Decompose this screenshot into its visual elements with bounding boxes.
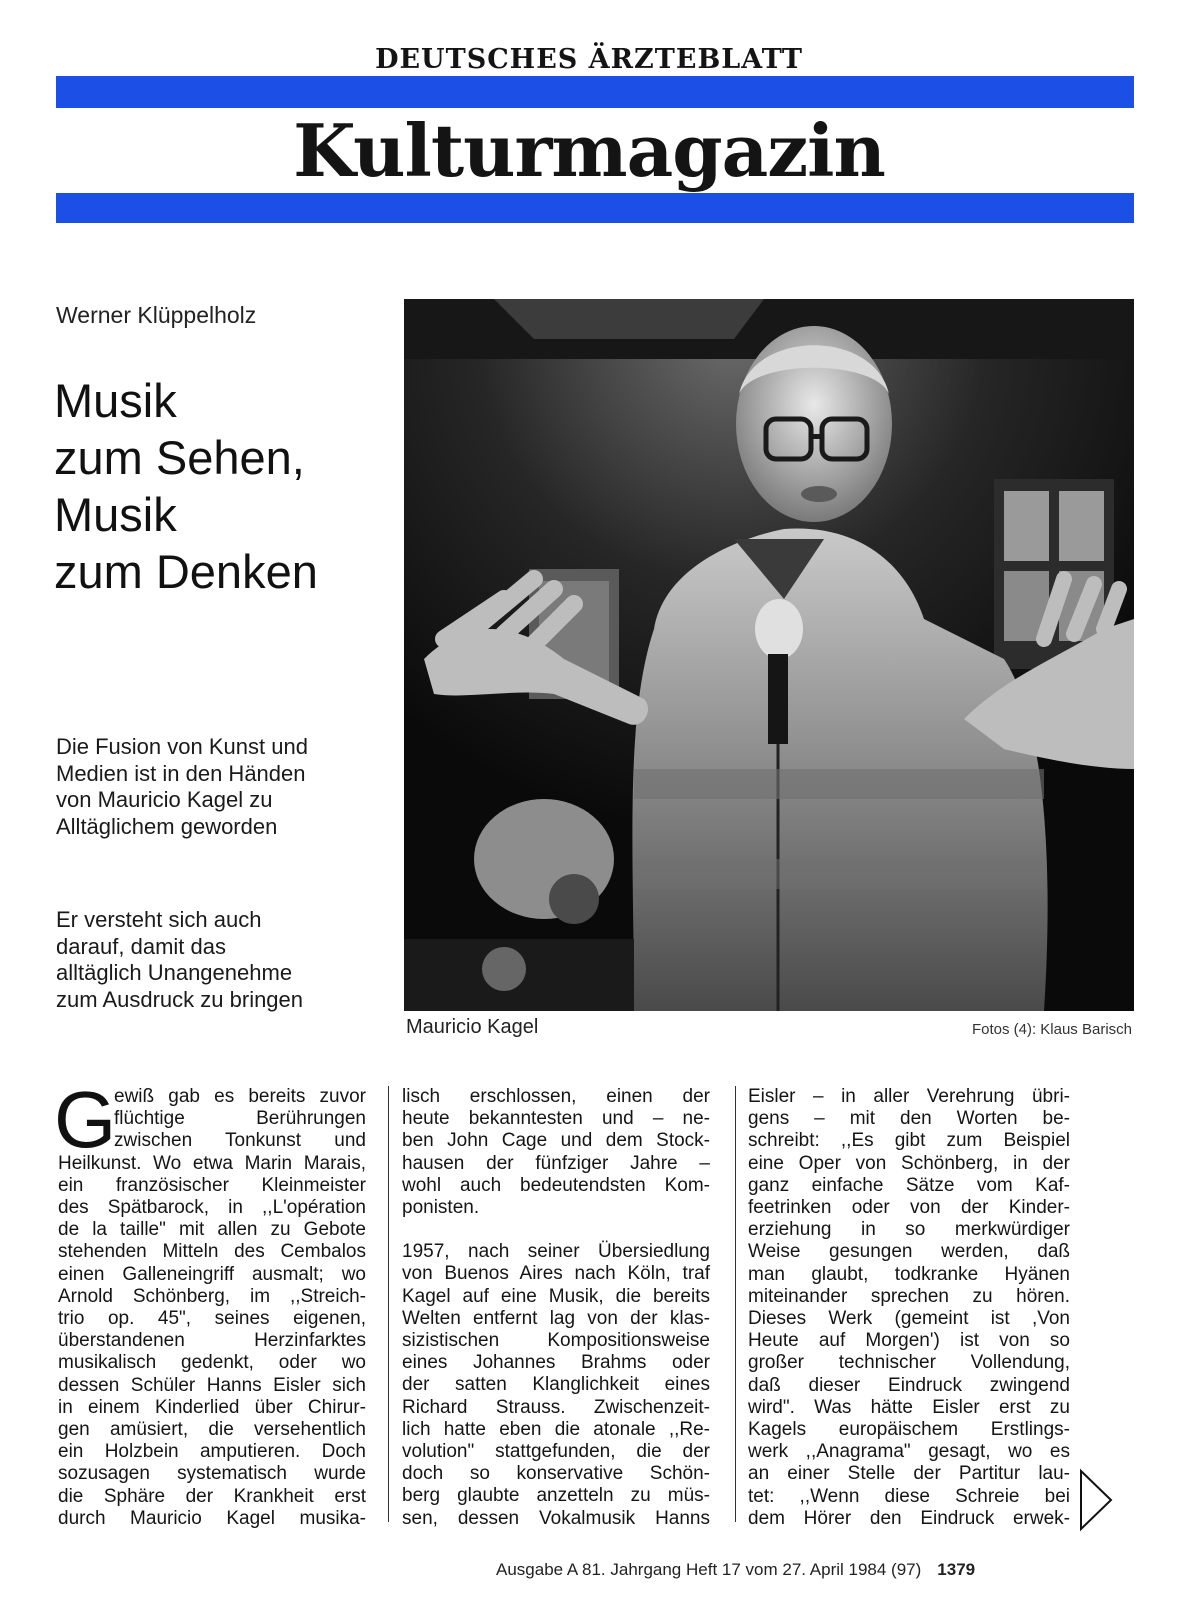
paragraph-gap — [402, 1219, 710, 1241]
body-line: Kagels europäischem Erstlings- — [748, 1419, 1070, 1441]
body-line: volution" stattgefunden, die der — [402, 1441, 710, 1463]
body-line: Dieses Werk (gemeint ist ,Von — [748, 1308, 1070, 1330]
body-line: dem Hörer den Eindruck erwek- — [748, 1507, 1070, 1529]
body-line: Eisler – in aller Verehrung übri- — [748, 1086, 1070, 1107]
body-line: ponisten. — [402, 1197, 480, 1219]
column-rule — [735, 1086, 736, 1522]
body-line: an einer Stelle der Partitur lau- — [748, 1463, 1070, 1485]
column-rule — [388, 1086, 389, 1522]
body-line: ein Holzbein amputieren. Doch — [58, 1441, 366, 1463]
body-line: großer technischer Vollendung, — [748, 1352, 1070, 1374]
photo-caption: Mauricio Kagel — [406, 1016, 539, 1038]
body-line: ewiß gab es bereits zuvor — [114, 1086, 366, 1107]
body-line: hausen der fünfziger Jahre – — [402, 1152, 710, 1174]
body-line: einen Galleneingriff ausmalt; wo — [58, 1263, 366, 1285]
body-line: daß dieser Eindruck zwingend — [748, 1374, 1070, 1396]
body-line: berg glaubte anzetteln zu müs- — [402, 1485, 710, 1507]
body-line: ganz einfache Sätze vom Kaf- — [748, 1174, 1070, 1196]
body-line: wird". Was hätte Eisler erst zu — [748, 1396, 1070, 1418]
lead-line: Die Fusion von Kunst und — [56, 734, 308, 759]
headline-line: zum Sehen, — [54, 431, 305, 484]
text-column-2 — [402, 1086, 710, 1530]
masthead: DEUTSCHES ÄRZTEBLATT — [375, 44, 803, 75]
page-number: 1379 — [937, 1560, 976, 1579]
body-line: ein französischer Kleinmeister — [58, 1174, 366, 1196]
body-line: des Spätbarock, in ,,L'opération — [58, 1197, 366, 1219]
lead-line: zum Ausdruck zu bringen — [56, 986, 304, 1012]
body-line: in einem Kinderlied über Chirur- — [58, 1396, 366, 1418]
lead-line: darauf, damit das — [56, 933, 226, 959]
body-line: stehenden Mitteln des Cembalos — [58, 1241, 366, 1263]
headline-line: Musik — [54, 488, 177, 541]
body-line: Richard Strauss. Zwischenzeit- — [402, 1396, 710, 1418]
body-line: eines Johannes Brahms oder — [402, 1352, 710, 1374]
body-line: 1957, nach seiner Übersiedlung — [402, 1241, 710, 1263]
body-line: überstandenen Herzinfarktes — [58, 1330, 366, 1352]
body-line: Welten entfernt lag von der klas- — [402, 1307, 710, 1329]
body-line: tet: ,,Wenn diese Schreie bei — [748, 1485, 1070, 1507]
body-line: feetrinken oder von der Kinder- — [748, 1197, 1070, 1219]
issue-info: Ausgabe A 81. Jahrgang Heft 17 vom 27. April 1984 (97) — [496, 1560, 922, 1579]
body-line: Kagel auf eine Musik, die bereits — [402, 1285, 710, 1307]
headline-line: zum Denken — [54, 545, 318, 598]
headline — [54, 372, 394, 600]
body-line: sen, dessen Vokalmusik Hanns — [402, 1507, 710, 1529]
body-line: Heute auf Morgen') ist von so — [748, 1330, 1070, 1352]
body-line: lich hatte eben die atonale ,,Re- — [402, 1418, 710, 1440]
lead-paragraph-1 — [56, 734, 386, 840]
page-footer — [496, 1560, 975, 1580]
body-line: man glaubt, todkranke Hyänen — [748, 1263, 1070, 1285]
body-line: schreibt: ,,Es gibt zum Beispiel — [748, 1130, 1070, 1152]
body-line: trio op. 45", seines eigenen, — [58, 1308, 366, 1330]
body-line: sozusagen systematisch wurde — [58, 1463, 366, 1485]
section-title: Kulturmagazin — [293, 108, 885, 193]
body-line: werk ,,Anagrama" gesagt, wo es — [748, 1441, 1070, 1463]
body-line: erziehung in so merkwürdiger — [748, 1219, 1070, 1241]
body-line: gens – mit den Worten be- — [748, 1108, 1070, 1130]
blue-band-top — [56, 76, 1134, 108]
author-name: Werner Klüppelholz — [56, 302, 257, 328]
body-line: heute bekanntesten und – ne- — [402, 1108, 710, 1130]
text-column-3 — [748, 1086, 1070, 1530]
blue-band-bottom — [56, 193, 1134, 223]
lead-line: von Mauricio Kagel zu — [56, 787, 273, 812]
body-line: wohl auch bedeutendsten Kom- — [402, 1174, 710, 1196]
body-line: eine Oper von Schönberg, in der — [748, 1152, 1070, 1174]
continue-arrow-icon — [1078, 1468, 1114, 1532]
body-line: Arnold Schönberg, im ,,Streich- — [58, 1285, 366, 1307]
body-line: de la taille" mit allen zu Gebote — [58, 1219, 366, 1241]
body-line: miteinander sprechen zu hören. — [748, 1285, 1070, 1307]
body-line: durch Mauricio Kagel musika- — [58, 1507, 366, 1529]
body-line: flüchtige Berührungen — [114, 1108, 366, 1130]
body-line: der satten Klanglichkeit eines — [402, 1374, 710, 1396]
drop-cap: G — [54, 1075, 117, 1164]
body-line: dessen Schüler Hanns Eisler sich — [58, 1374, 366, 1396]
lead-line: alltäglich Unangenehme — [56, 960, 293, 985]
body-line: die Sphäre der Krankheit erst — [58, 1485, 366, 1507]
lead-line: Alltäglichem geworden — [56, 813, 278, 839]
portrait-photo — [404, 299, 1134, 1011]
portrait-photo-illustration — [404, 299, 1134, 1011]
body-line: Heilkunst. Wo etwa Marin Marais, — [58, 1152, 366, 1174]
headline-line: Musik — [54, 374, 177, 427]
body-line: Weise gesungen werden, daß — [748, 1241, 1070, 1263]
body-line: sizistischen Kompositionsweise — [402, 1330, 710, 1352]
body-line: zwischen Tonkunst und — [114, 1130, 366, 1152]
text-column-1 — [58, 1086, 366, 1530]
body-line: von Buenos Aires nach Köln, traf — [402, 1263, 710, 1285]
body-line: gen amüsiert, die versehentlich — [58, 1419, 366, 1441]
lead-line: Medien ist in den Händen — [56, 760, 306, 786]
photo-credit: Fotos (4): Klaus Barisch — [971, 1021, 1132, 1038]
body-line: lisch erschlossen, einen der — [402, 1086, 710, 1107]
lead-paragraph-2 — [56, 907, 386, 1013]
body-line: ben John Cage und dem Stock- — [402, 1130, 710, 1152]
lead-line: Er versteht sich auch — [56, 907, 262, 932]
body-line: doch so konservative Schön- — [402, 1463, 710, 1485]
body-line: musikalisch gedenkt, oder wo — [58, 1352, 366, 1374]
